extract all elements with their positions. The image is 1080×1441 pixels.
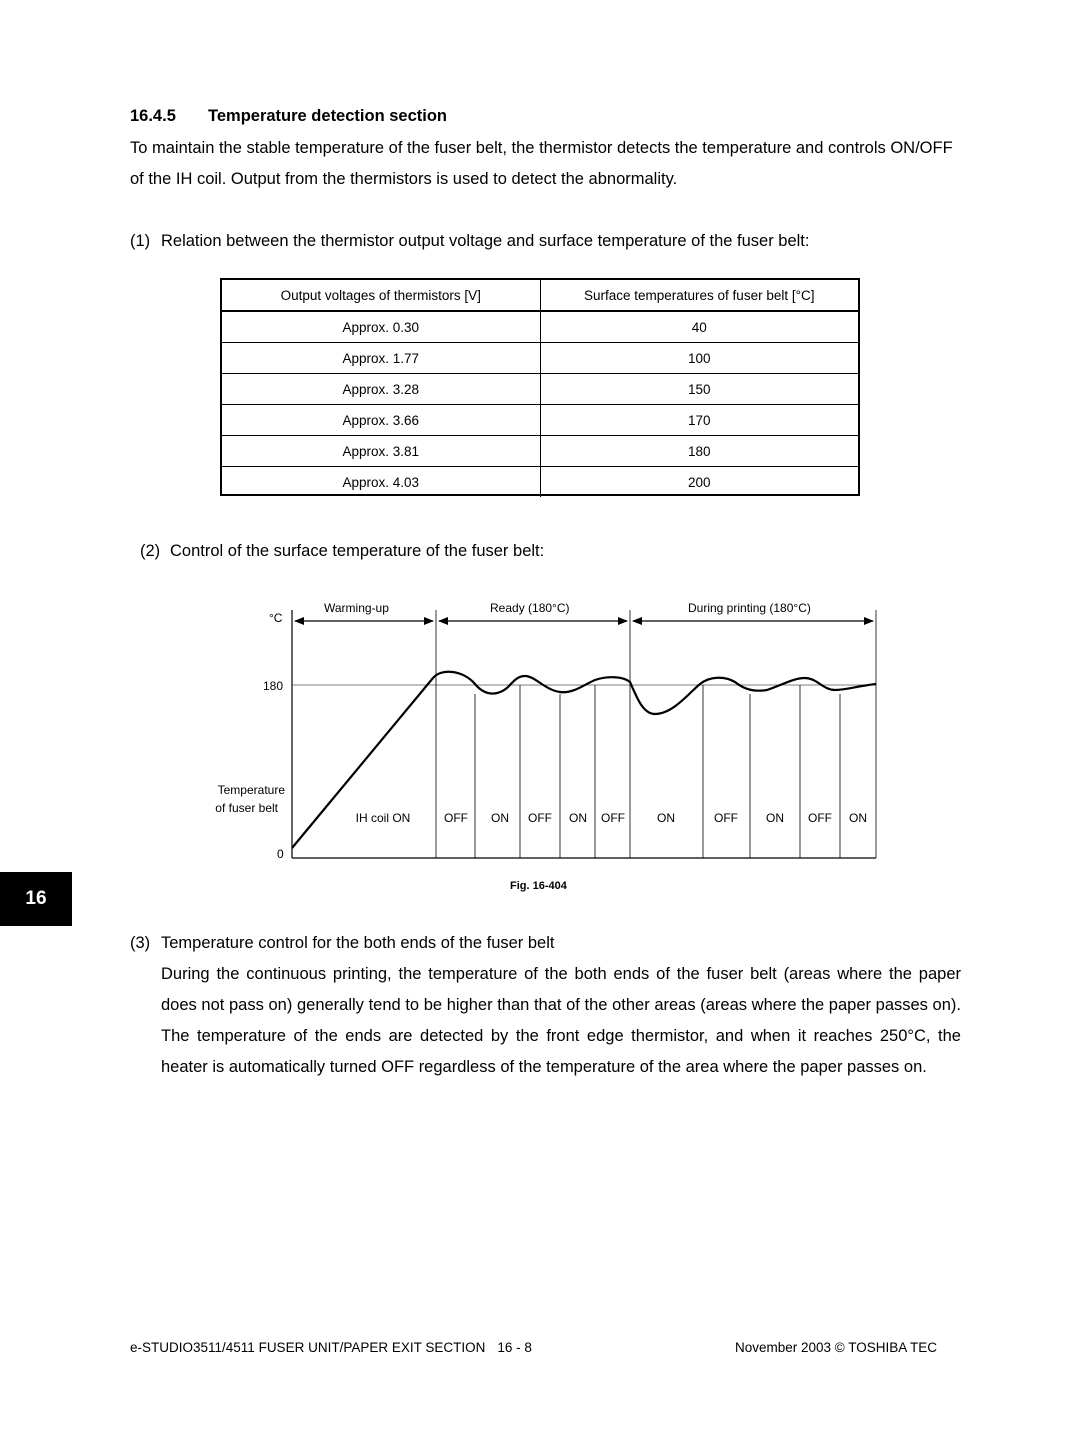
table-header-voltage: Output voltages of thermistors [V]	[222, 280, 540, 311]
table-cell-temperature: 40	[540, 311, 858, 343]
table-cell-voltage: Approx. 3.81	[222, 436, 540, 467]
footer-manual-title: e-STUDIO3511/4511 FUSER UNIT/PAPER EXIT SECTION	[130, 1340, 486, 1355]
table-cell-voltage: Approx. 0.30	[222, 311, 540, 343]
item-3-body: During the continuous printing, the temperature of the both ends of the fuser belt (areas where the paper does not pass on) generally tend to be higher than that of the other areas (areas where the paper passes on). The temperature of the ends are detected by the front edge thermistor, and when it reaches 250°C, the heater is automatically turned OFF regardless of the temperature of the area where the paper passes on.	[161, 965, 961, 1076]
section-heading	[130, 107, 447, 126]
item-3-text: Temperature control for the both ends of the fuser belt	[161, 934, 555, 952]
figure-caption: Fig. 16-404	[510, 880, 567, 892]
footer-page-number: 16 - 8	[497, 1340, 532, 1355]
table-cell-voltage: Approx. 1.77	[222, 343, 540, 374]
table-cell-temperature: 170	[540, 405, 858, 436]
intro-paragraph: To maintain the stable temperature of the fuser belt, the thermistor detects the temperature and controls ON/OFF of the IH coil. Output from the thermistors is used to detect the abnormality.	[130, 139, 953, 188]
unit-label: °C	[269, 611, 283, 625]
item-1-number: (1)	[130, 232, 151, 250]
coil-state: OFF	[714, 811, 738, 825]
table-header-row	[222, 280, 858, 311]
item-1-text: Relation between the thermistor output voltage and surface temperature of the fuser belt:	[161, 232, 810, 250]
chapter-tab: 16	[0, 872, 72, 926]
coil-state: OFF	[601, 811, 625, 825]
item-1-title	[130, 232, 809, 251]
table-row	[222, 374, 858, 405]
table-cell-temperature: 100	[540, 343, 858, 374]
table-row	[222, 467, 858, 498]
table-row	[222, 343, 858, 374]
coil-segment-dividers	[475, 685, 840, 858]
coil-state: ON	[569, 811, 587, 825]
temperature-control-diagram	[195, 598, 885, 863]
item-3-number: (3)	[130, 934, 151, 952]
item-2-title	[140, 542, 544, 561]
table-row	[222, 311, 858, 343]
phase-label-printing: During printing (180°C)	[688, 601, 811, 615]
phase-label-warming-up: Warming-up	[324, 601, 389, 615]
coil-state: OFF	[528, 811, 552, 825]
table-header-temperature: Surface temperatures of fuser belt [°C]	[540, 280, 858, 311]
coil-state: OFF	[444, 811, 468, 825]
table-cell-voltage: Approx. 4.03	[222, 467, 540, 498]
y-tick-180: 180	[263, 679, 284, 693]
table-cell-temperature: 200	[540, 467, 858, 498]
table-row	[222, 405, 858, 436]
phase-label-ready: Ready (180°C)	[490, 601, 570, 615]
table-cell-temperature: 180	[540, 436, 858, 467]
thermistor-table	[220, 278, 860, 496]
footer-right: November 2003 © TOSHIBA TEC	[735, 1340, 938, 1355]
table-cell-voltage: Approx. 3.28	[222, 374, 540, 405]
footer-left	[130, 1340, 532, 1355]
coil-state: ON	[657, 811, 675, 825]
coil-state-ih-on: IH coil ON	[355, 811, 411, 825]
table-row	[222, 436, 858, 467]
y-label-line-2: of fuser belt	[215, 801, 278, 815]
coil-state: ON	[766, 811, 784, 825]
table-cell-voltage: Approx. 3.66	[222, 405, 540, 436]
y-tick-0: 0	[277, 847, 284, 861]
coil-state: ON	[491, 811, 509, 825]
coil-state: OFF	[808, 811, 832, 825]
item-2-text: Control of the surface temperature of the fuser belt:	[170, 542, 545, 560]
section-title: Temperature detection section	[208, 107, 448, 125]
section-number: 16.4.5	[130, 107, 176, 125]
table-cell-temperature: 150	[540, 374, 858, 405]
item-2-number: (2)	[140, 542, 161, 560]
y-label-line-1: Temperature	[217, 783, 285, 797]
item-3-title	[130, 934, 554, 953]
coil-state: ON	[849, 811, 867, 825]
